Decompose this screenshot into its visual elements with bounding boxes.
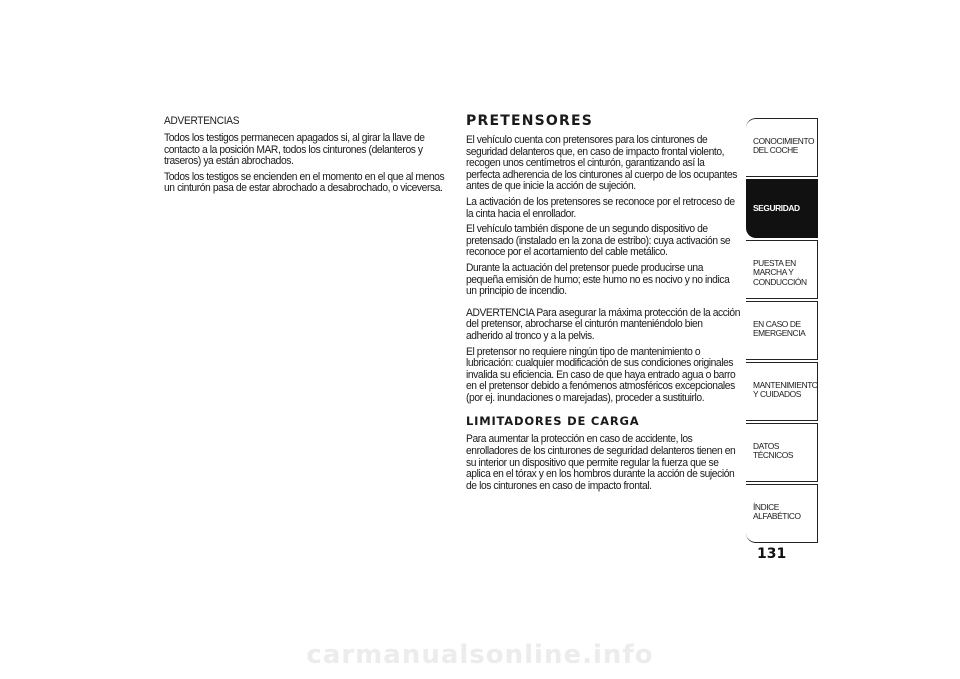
tab-label: ÍNDICE ALFABÉTICO [753, 502, 801, 522]
tab-label: PUESTA EN MARCHA Y CONDUCCIÓN [753, 258, 807, 287]
paragraph-4: Durante la actuación del pretensor puede producirse una pequeña emisión de humo; este humo no es nocivo y no indica un principio de incendio. [466, 261, 730, 298]
paragraph-1: El vehículo cuenta con pretensores para los cinturones de seguridad delanteros que, en caso de impacto frontal violento, recogen unos centímetros el cinturón, garantizando así la perfecta adherencia de los cinturones al cuerpo de los ocupantes antes de que inicie la acción de sujeción. [466, 134, 738, 193]
paragraph-3: El vehículo también dispone de un segundo dispositivo de pretensado (instalado en la zona de estribo): cuya activación se reconoce por el acortamiento del cable metálico. [466, 223, 731, 259]
tab-label: MANTENIMIENTO Y CUIDADOS [753, 380, 818, 400]
left-column [164, 115, 448, 199]
tab-label: CONOCIMIENTO DEL COCHE [753, 136, 815, 156]
tab-puesta-en-marcha[interactable] [746, 240, 818, 299]
tab-datos-tecnicos[interactable] [746, 423, 818, 482]
paragraph-6: El pretensor no requiere ningún tipo de mantenimiento o lubricación: cualquier modificación de sus condiciones originales invalida su eficiencia. En caso de que haya entrado agua o barro en el pretensor debido a fenómenos atmosféricos excepcionales (por ej. inundaciones o marejadas), proceder a sustituirlo. [466, 345, 736, 404]
tab-indice[interactable] [746, 484, 818, 543]
watermark: carmanualsonline.info [306, 640, 654, 670]
section-heading-limitadores: LIMITADORES DE CARGA [466, 414, 640, 429]
warnings-title: ADVERTENCIAS [164, 115, 240, 127]
tab-mantenimiento[interactable] [746, 362, 818, 421]
warnings-paragraph-1: Todos los testigos permanecen apagados si, al girar la llave de contacto a la posición MAR, todos los cinturones (delanteros y traseros) ya están abrochados. [164, 132, 425, 168]
tab-label: SEGURIDAD [753, 203, 800, 213]
tab-conocimiento[interactable] [746, 118, 818, 177]
warnings-paragraph-2: Todos los testigos se encienden en el momento en el que al menos un cinturón pasa de estar abrochado a desabrochado, o viceversa. [164, 170, 445, 195]
paragraph-2: La activación de los pretensores se reconoce por el retroceso de la cinta hacia el enrollador. [466, 195, 735, 220]
tab-seguridad[interactable] [746, 179, 818, 238]
warning-paragraph: ADVERTENCIA Para asegurar la máxima protección de la acción del pretensor, abrocharse el cinturón manteniéndolo bien adherido al tronco y a la pelvis. [466, 306, 741, 342]
tab-emergencia[interactable] [746, 301, 818, 360]
paragraph-7: Para aumentar la protección en caso de accidente, los enrolladores de los cinturones de seguridad delanteros tienen en su interior un dispositivo que permite regular la fuerza que se aplica en el tórax y en los hombros durante la acción de sujeción de los cinturones en caso de impacto frontal. [466, 433, 736, 492]
right-column [466, 113, 742, 496]
tab-label: DATOS TÉCNICOS [753, 441, 794, 461]
section-heading-pretensores: PRETENSORES [466, 113, 594, 129]
tab-label: EN CASO DE EMERGENCIA [753, 319, 806, 339]
page-number: 131 [757, 546, 787, 562]
chapter-tabs [746, 118, 818, 545]
